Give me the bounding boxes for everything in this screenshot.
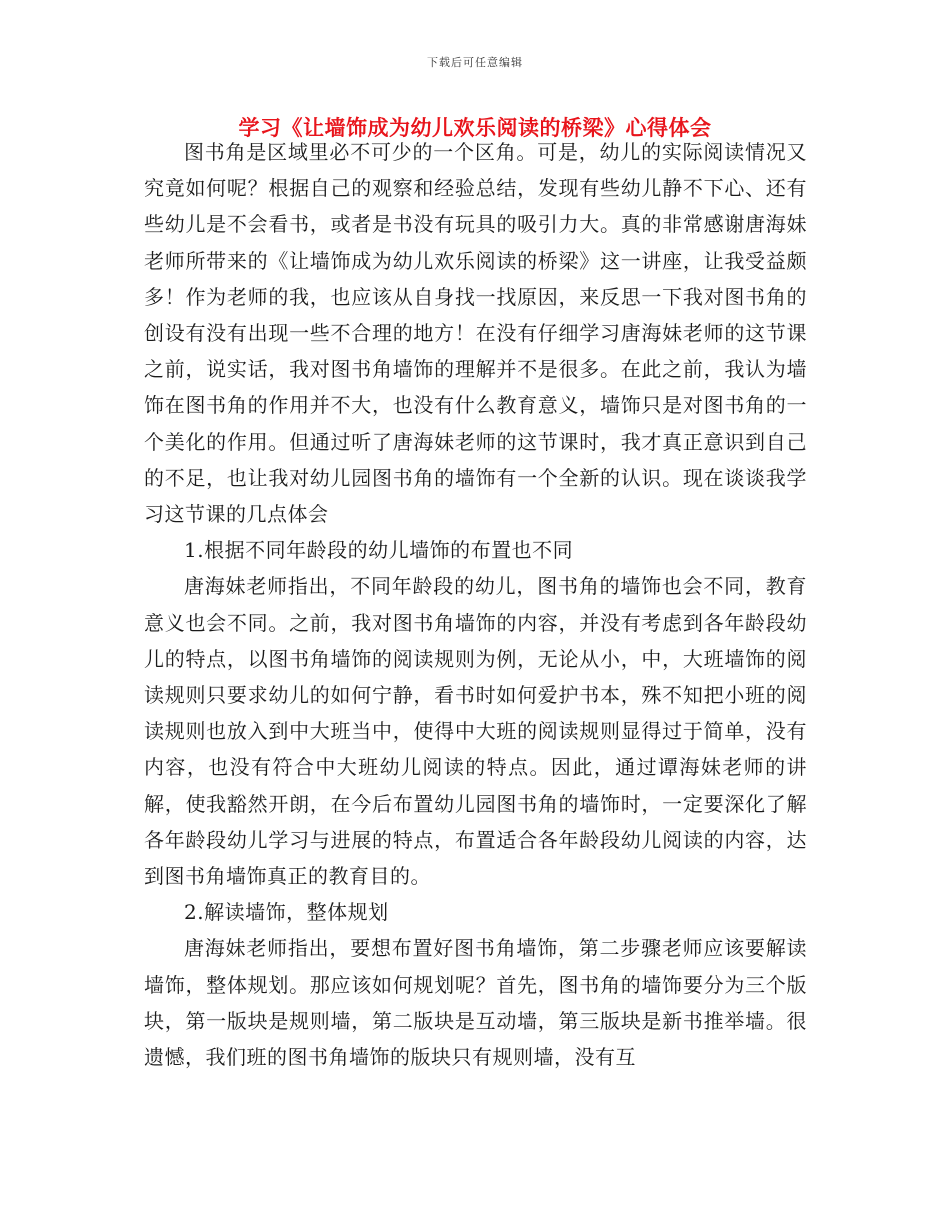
paragraph-section-1: 唐海妹老师指出，不同年龄段的幼儿，图书角的墙饰也会不同，教育意义也会不同。之前，我对图书角墙饰的内容，并没有考虑到各年龄段幼儿的特点，以图书角墙饰的阅读规则为例，无论从小，中，大班墙饰的阅读规则只要求幼儿的如何宁静，看书时如何爱护书本，殊不知把小班的阅读规则也放入到中大班当中，使得中大班的阅读规则显得过于简单，没有内容，也没有符合中大班幼儿阅读的特点。因此，通过谭海妹老师的讲解，使我豁然开朗，在今后布置幼儿园图书角的墙饰时，一定要深化了解各年龄段幼儿学习与进展的特点，布置适合各年龄段幼儿阅读的内容，达到图书角墙饰真正的教育目的。 — [144, 574, 807, 889]
paragraph-intro: 图书角是区域里必不可少的一个区角。可是，幼儿的实际阅读情况又究竟如何呢？根据自己的观察和经验总结，发现有些幼儿静不下心、还有些幼儿是不会看书，或者是书没有玩具的吸引力大。真的非常感谢唐海妹老师所带来的《让墙饰成为幼儿欢乐阅读的桥梁》这一讲座，让我受益颇多！作为老师的我，也应该从自身找一找原因，来反思一下我对图书角的创设有没有出现一些不合理的地方！在没有仔细学习唐海妹老师的这节课之前，说实话，我对图书角墙饰的理解并不是很多。在此之前，我认为墙饰在图书角的作用并不大，也没有什么教育意义，墙饰只是对图书角的一个美化的作用。但通过听了唐海妹老师的这节课时，我才真正意识到自己的不足，也让我对幼儿园图书角的墙饰有一个全新的认识。现在谈谈我学习这节课的几点体会 — [144, 140, 807, 527]
section-heading-1: 1.根据不同年龄段的幼儿墙饰的布置也不同 — [184, 538, 574, 563]
header-note: 下载后可任意编辑 — [427, 56, 523, 69]
document-body — [144, 134, 807, 1075]
paragraph-section-2: 唐海妹老师指出，要想布置好图书角墙饰，第二步骤老师应该要解读墙饰，整体规划。那应该如何规划呢？首先，图书角的墙饰要分为三个版块，第一版块是规则墙，第二版块是互动墙，第三版块是新书推举墙。很遗憾，我们班的图书角墙饰的版块只有规则墙，没有互 — [144, 936, 807, 1070]
document-title: 学习《让墙饰成为幼儿欢乐阅读的桥梁》心得体会 — [238, 115, 712, 140]
section-heading-2: 2.解读墙饰，整体规划 — [184, 900, 389, 925]
